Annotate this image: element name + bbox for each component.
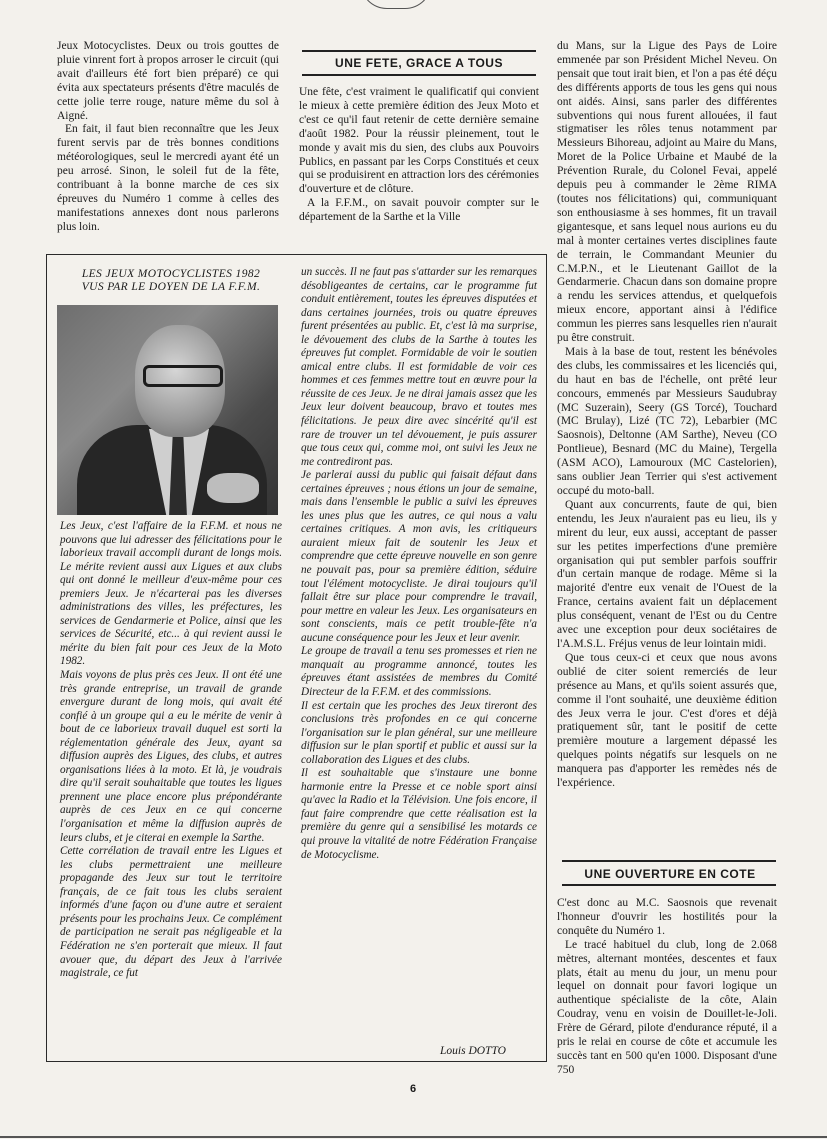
paragraph: Mais voyons de plus près ces Jeux. Il ont été une très grande entreprise, un travail de grande envergure durant de long mois, qui avait été confié à un groupe qui a eu le mérite de venir à bout de ce laborieux travail duquel est sorti la réglementation générale des Jeux, ayant sa diffusion auprès des Ligues, des clubs, et autres organisations liées à la moto. Et là, je voudrais dire qu'il serait souhaitable que toutes les ligues prennent une place encore plus prépondérante auprès de ces Jeux en ce qui concerne l'organisation et même la diffusion auprès de leurs clubs, et je citerai en exemple la Sarthe.: [60, 669, 282, 844]
page-curl-decoration: [360, 0, 432, 9]
paragraph: Quant aux concurrents, faute de qui, bien entendu, les Jeux n'auraient pas eu lieu, ils y mirent du leur, eux aussi, acceptant de passer sur les petites imperfections d'une première organisation qui put sembler parfois souffrir d'un certain manque de rodage. Même si la majorité d'entre eux venait de l'Ouest de la France, certains avaient fait un déplacement plus conséquent, venant de l'Est ou du Centre avec une exception pour deux sociétaires de l'A.M.S.L. Fréjus venus de leur lointain midi.: [557, 498, 777, 650]
column-left-intro: [57, 40, 279, 235]
paragraph: Que tous ceux-ci et ceux que nous avons oublié de citer soient remerciés de leur présence au Mans, et qu'ils soient assurés que, comme il l'ont souhaité, une deuxième édition des Jeux verra le jour. C'est d'ores et déjà pratiquement sûr, tant le positif de cette première mouture a largement dépassé les quelques points négatifs sur lesquels on ne manquera pas d'apporter les remèdes nés de l'expérience.: [557, 651, 777, 790]
paragraph: un succès. Il ne faut pas s'attarder sur les remarques désobligeantes de certains, car le programme fut conduit entièrement, toutes les épreuves disputées et dans certaines journées, trois ou quatre épreuves furent présentées au public. Et, c'est là ma surprise, le dévouement des clubs de la Sarthe à toutes les épreuves fut complet. Formidable de voir le soutien amical entre clubs. Il est formidable de voir ces hommes et ces femmes mettre tout en œuvre pour la réussite de ces Jeux. Je ne dirai jamais assez que les Jeux leur doivent beaucoup, bravo et toutes mes félicitations. Je peux dire avec sincérité qu'il est rare de trouver un tel dévouement, je puis assurer que tous ceux qui, comme moi, ont suivi les Jeux ne me contrediront pas.: [301, 266, 537, 468]
paragraph: Le tracé habituel du club, long de 2.068 mètres, alternant montées, descentes et faux plats, était au menu du jour, un menu pour lequel on donnait pour favori logique un authentique spécialiste de la côte, Alain Coudray, venu en voisin de Douillet-le-Joli. Frère de Gérard, pilote d'endurance réputé, il a pris le relai en course de côte et accumule les succès tant en 500 qu'en 1000. Disposant d'une 750: [557, 938, 777, 1076]
paragraph: Jeux Motocyclistes. Deux ou trois gouttes de pluie vinrent fort à propos arroser le circuit (qui avait d'ailleurs été fort bien préparé) ce qui évita aux spectateurs présents d'être maculés de cette jolie terre rouge, nature même du sol à Aigné.: [57, 40, 279, 122]
box-column-left: [60, 520, 282, 981]
column-right-ouverture: [557, 897, 777, 1078]
page-number: 6: [410, 1083, 417, 1095]
heading-rule-bottom: [562, 884, 776, 886]
column-center-fete: [299, 86, 539, 225]
section-heading-fete: UNE FETE, GRACE A TOUS: [335, 56, 503, 70]
paragraph: Je parlerai aussi du public qui faisait défaut dans certaines épreuves ; nous étions un jour de semaine, mais dans l'ensemble le public a suivi les épreuves les unes plus que les autres, ce qui nous a valu certaines critiques. A mon avis, les critiqueurs auraient mieux fait de soutenir les Jeux et comprendre que cette épreuve nouvelle en son genre ne pouvait pas, pour sa première édition, séduire tout l'élément motocycliste. Je dirai toujours qu'il fallait être sur place pour comprendre le travail, pour mettre en valeur les Jeux. Les organisateurs en sont conscients, mais ce petit trouble-fête n'a aucune conséquence pour les Jeux et leur avenir.: [301, 469, 537, 644]
paragraph: Cette corrélation de travail entre les Ligues et les clubs permettraient une meilleure propagande des Jeux sur tout le territoire français, de ce fait tous les clubs seraient informés d'une façon ou d'une autre et seraient présents pour les prochains Jeux. Ce complément de participation ne serait pas négligeable et la Fédération ne s'en porterait que mieux. Il faut avouer que, du départ des Jeux à l'arrivée magistrale, ce fut: [60, 845, 282, 980]
paragraph: En fait, il faut bien reconnaître que les Jeux furent servis par de très bonnes conditions météorologiques, seul le mercredi ayant été un peu arrosé. Sinon, le soleil fut de la fête, contribuant à la bonne marche de ces six épreuves du Numéro 1 comme à celles des manifestations annexes dont nous parlerons plus loin.: [57, 123, 279, 233]
page-bottom-edge: [0, 1136, 827, 1138]
paragraph: Mais à la base de tout, restent les bénévoles des clubs, les commissaires et les licenciés qui, du haut en bas de l'échelle, ont prêté leur concours, emmenés par Messieurs Saudubray (MC Suzerain), Seery (GS Torcé), Touchard (MC Brulay), Lizé (TC 72), Lebarbier (MC Saosnois), Deltonne (AM Sarthe), Neveu (CO Pontlieue), Besnard (MC du Maine), Tergella (ASM ACO), Lamouroux (MC Castelorien), sans oublier Jean Terrier qui s'est activement occupé du moto-ball.: [557, 345, 777, 497]
box-column-right: [301, 266, 537, 862]
box-title-line: VUS PAR LE DOYEN DE LA F.F.M.: [81, 281, 261, 293]
paragraph: Il est certain que les proches des Jeux tireront des conclusions très profondes en ce qui concerne l'organisation sur le plan général, sur une meilleure diffusion sur le plan sportif et public et aussi sur la collaboration des Ligues et des clubs.: [301, 699, 537, 766]
paragraph: C'est donc au M.C. Saosnois que revenait l'honneur d'ouvrir les hostilités pour la conquête du Numéro 1.: [557, 897, 777, 937]
paragraph: Une fête, c'est vraiment le qualificatif qui convient le mieux à cette première édition des Jeux Moto et c'est ce qu'il faut retenir de cette dernière semaine d'août 1982. Pour la réussir pleinement, tout le monde y avait mis du sien, des clubs aux Pouvoirs Publics, en passant par les Corps Constitués et ceux qui se produisirent en attraction lors des cérémonies d'ouverture et de clôture.: [299, 86, 539, 196]
box-title: [60, 268, 282, 294]
paragraph: A la F.F.M., on savait pouvoir compter sur le département de la Sarthe et la Ville: [299, 197, 539, 224]
box-title-line: LES JEUX MOTOCYCLISTES 1982: [81, 268, 261, 280]
photo-hand: [207, 473, 259, 503]
portrait-photo: [57, 305, 278, 515]
heading-rule-bottom: [302, 74, 536, 76]
paragraph: Les Jeux, c'est l'affaire de la F.F.M. et nous ne pouvons que lui adresser des félicitations pour le laborieux travail accompli durant de longs mois. Le mérite revient aussi aux Ligues et aux clubs qui ont donné le meilleur d'eux-même pour ces premiers Jeux. Je n'écarterai pas les diverses administrations des villes, les préfectures, les services de Gendarmerie et Police, ainsi que les services de Sécurité, etc... à qui revient aussi le mérite du bien fait pour ces Jeux de la Moto 1982.: [60, 520, 282, 668]
paragraph: Le groupe de travail a tenu ses promesses et rien ne manquait au programme annoncé, toutes les épreuves étant assistées de membres du Comité Directeur de la F.F.M. et des commissions.: [301, 645, 537, 698]
heading-rule-top: [302, 50, 536, 52]
heading-rule-top: [562, 860, 776, 862]
paragraph: du Mans, sur la Ligue des Pays de Loire emmenée par son Président Michel Neveu. On pensait que tout irait bien, et l'on a pas été déçu des différents apports de tous les gens qui nous ont aidés. Ainsi, sans parler des différentes subventions qui nous furent allouées, il faut stigmatiser les rôles tenus notamment par Messieurs Bihoreau, adjoint au Maire du Mans, Moret de la Police Urbaine et Maubé de la Prévention Rurale, du Colonel Fevai, appelé depuis peu à commander le 2ème RIMA (toutes nos félicitations) qui, communiquant son enthousiasme à ses hommes, fit un travail gigantesque, et sans lequel nous aurions eu du mal à monter certaines vertes disciplines faute de terrain, le Commandant Meunier du C.M.P.N., et le Lieutenant Gaillot de la Gendarmerie. Chacun dans son domaine propre a rendu les services attendus, et quelquefois mieux encore, apportant ainsi à l'édifice commun les pierres sans lesquelles rien n'aurait pu être construit.: [557, 40, 777, 345]
section-heading-ouverture: UNE OUVERTURE EN COTE: [584, 867, 756, 881]
signature: Louis DOTTO: [440, 1045, 506, 1057]
paragraph: Il est souhaitable que s'instaure une bonne harmonie entre la Presse et ce noble sport ainsi qu'avec la Radio et la Télévision. Une fois encore, il faut faire comprendre que cette réalisation est la première du genre qui a sensibilisé les motards ce qui prouve la vitalité de notre Fédération Française de Motocyclisme.: [301, 767, 537, 861]
photo-glasses: [143, 365, 223, 387]
column-right: [557, 40, 777, 791]
